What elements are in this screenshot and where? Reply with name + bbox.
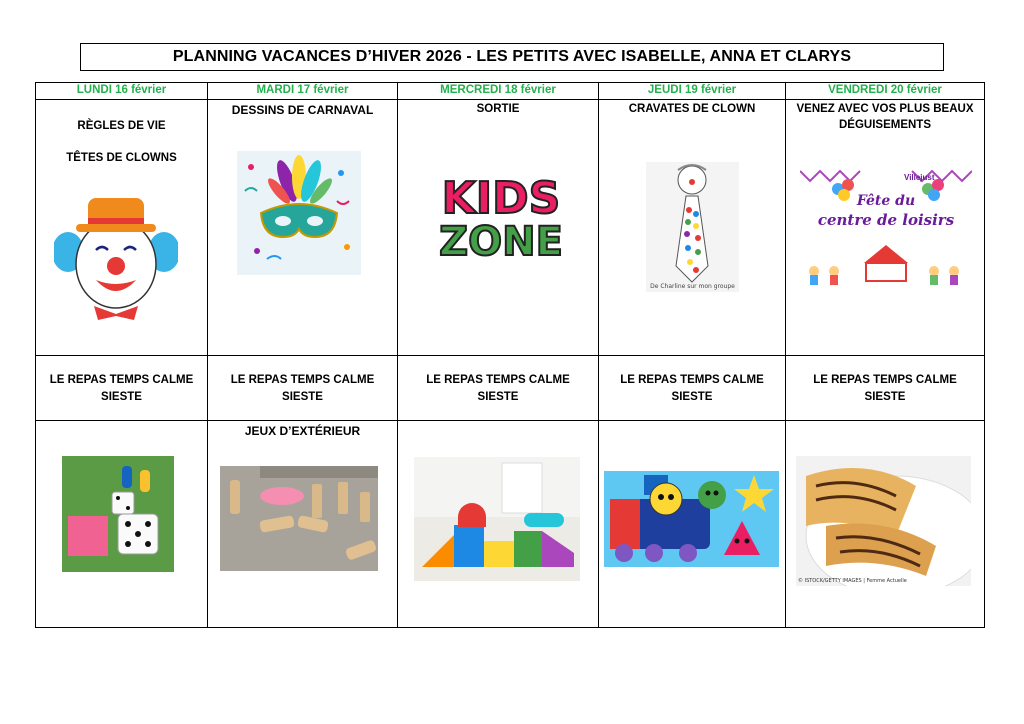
activity-carnival-drawings: DESSINS DE CARNAVAL	[231, 103, 374, 117]
midday-cell-mercredi	[398, 356, 599, 421]
board-game-dice-image	[62, 456, 174, 572]
nap-label: SIESTE	[101, 391, 142, 403]
midday-cell-mardi	[208, 356, 398, 421]
day-label: LUNDI 16 février	[76, 84, 167, 96]
nap-label: SIESTE	[864, 391, 906, 403]
midday-cell-lundi	[36, 356, 208, 421]
afternoon-cell-lundi	[36, 421, 208, 628]
tie-caption: De Charline sur mon groupe	[650, 283, 735, 290]
activity-costume-line1: VENEZ AVEC VOS PLUS BEAUX	[796, 103, 974, 115]
day-label: MARDI 17 février	[256, 84, 349, 96]
page-title: PLANNING VACANCES D’HIVER 2026 - LES PETITS AVEC ISABELLE, ANNA ET CLARYS	[80, 43, 944, 71]
afternoon-cell-jeudi	[599, 421, 786, 628]
photo-credit: © ISTOCK/GETTY IMAGES | Femme Actuelle	[798, 578, 907, 584]
afternoon-cell-vendredi	[786, 421, 985, 628]
morning-cell-vendredi	[786, 100, 985, 356]
nap-label: SIESTE	[671, 391, 713, 403]
day-header-vendredi	[786, 83, 985, 100]
day-header-mercredi	[398, 83, 599, 100]
afternoon-cell-mardi	[208, 421, 398, 628]
activity-outdoor-games: JEUX D’EXTÉRIEUR	[244, 424, 361, 438]
activity-outing: SORTIE	[476, 103, 520, 115]
molkky-game-image	[220, 466, 378, 571]
poster-line2: centre de loisirs	[817, 211, 955, 229]
poster-small-text: Villejust	[904, 173, 935, 182]
day-header-jeudi	[599, 83, 786, 100]
foam-play-blocks-image	[414, 457, 580, 581]
meal-quiet-label: LE REPAS TEMPS CALME	[620, 374, 764, 386]
crepes-plate-image	[796, 456, 971, 586]
meal-quiet-label: LE REPAS TEMPS CALME	[813, 374, 957, 386]
day-header-mardi	[208, 83, 398, 100]
afternoon-row	[36, 421, 985, 628]
day-header-row	[36, 83, 985, 100]
morning-row	[36, 100, 985, 356]
afternoon-cell-mercredi	[398, 421, 599, 628]
clown-face-image	[54, 192, 178, 322]
shapes-train-cartoon-image	[604, 471, 779, 567]
morning-cell-lundi	[36, 100, 208, 356]
day-label: MERCREDI 18 février	[440, 84, 556, 96]
fete-centre-loisirs-image	[800, 167, 972, 287]
morning-cell-mardi	[208, 100, 398, 356]
activity-costume-line2: DÉGUISEMENTS	[838, 119, 931, 131]
morning-cell-mercredi	[398, 100, 599, 356]
activity-clown-heads: TÊTES DE CLOWNS	[66, 152, 177, 164]
meal-quiet-label: LE REPAS TEMPS CALME	[230, 374, 375, 386]
midday-cell-jeudi	[599, 356, 786, 421]
kids-zone-line2: ZONE	[439, 219, 563, 265]
nap-label: SIESTE	[477, 391, 519, 403]
day-header-lundi	[36, 83, 208, 100]
planning-table	[35, 82, 985, 628]
activity-clown-ties: CRAVATES DE CLOWN	[628, 103, 756, 115]
day-label: VENDREDI 20 février	[828, 84, 942, 96]
kids-zone-logo-image	[429, 151, 573, 291]
carnival-mask-image	[237, 151, 361, 275]
clown-tie-craft-image	[646, 162, 739, 292]
poster-line1: Fête du	[856, 193, 916, 209]
midday-cell-vendredi	[786, 356, 985, 421]
activity-rules: RÈGLES DE VIE	[77, 120, 166, 132]
day-label: JEUDI 19 février	[647, 84, 737, 96]
morning-cell-jeudi	[599, 100, 786, 356]
meal-quiet-label: LE REPAS TEMPS CALME	[426, 374, 570, 386]
nap-label: SIESTE	[282, 391, 323, 403]
meal-quiet-label: LE REPAS TEMPS CALME	[49, 374, 194, 386]
kids-zone-line1: KIDS	[441, 173, 561, 224]
midday-row	[36, 356, 985, 421]
